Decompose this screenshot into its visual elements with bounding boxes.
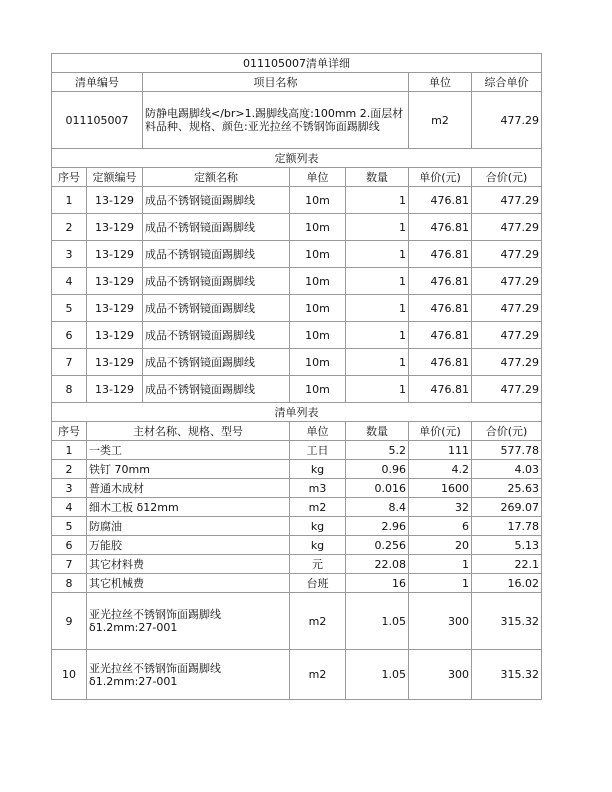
quota-name: 成品不锈钢镜面踢脚线 [143,187,290,214]
material-qty: 0.96 [346,460,409,479]
material-name: 细木工板 δ12mm [87,498,290,517]
quota-name: 成品不锈钢镜面踢脚线 [143,241,290,268]
quota-code: 13-129 [87,322,143,349]
material-unit: m3 [290,479,346,498]
quota-price: 476.81 [409,322,472,349]
quota-name: 成品不锈钢镜面踢脚线 [143,214,290,241]
quota-no: 4 [52,268,87,295]
material-unit: m2 [290,650,346,700]
material-qty: 5.2 [346,441,409,460]
quota-row [52,322,542,349]
quota-qty: 1 [346,322,409,349]
quota-qty: 1 [346,268,409,295]
bill-code-header: 清单编号 [52,73,143,92]
quota-unit: 10m [290,187,346,214]
quota-row [52,376,542,403]
quota-qty: 1 [346,241,409,268]
material-row [52,574,542,593]
quota-price: 476.81 [409,214,472,241]
bill-code: 011105007 [52,92,143,149]
material-unit: kg [290,517,346,536]
material-no: 7 [52,555,87,574]
quota-price: 476.81 [409,241,472,268]
material-unit: kg [290,460,346,479]
quota-code: 13-129 [87,268,143,295]
material-header-qty: 数量 [346,422,409,441]
material-qty: 22.08 [346,555,409,574]
quota-no: 1 [52,187,87,214]
material-row [52,555,542,574]
quota-code: 13-129 [87,349,143,376]
bill-price: 477.29 [472,92,542,149]
material-no: 8 [52,574,87,593]
quota-row [52,349,542,376]
material-price: 300 [409,650,472,700]
quota-row [52,187,542,214]
material-unit: 工日 [290,441,346,460]
quota-section-title: 定额列表 [52,149,542,168]
quota-total: 477.29 [472,268,542,295]
quota-name: 成品不锈钢镜面踢脚线 [143,349,290,376]
quota-qty: 1 [346,376,409,403]
quota-code: 13-129 [87,376,143,403]
quota-row [52,268,542,295]
quota-name: 成品不锈钢镜面踢脚线 [143,322,290,349]
material-total: 4.03 [472,460,542,479]
material-price: 32 [409,498,472,517]
material-name: 一类工 [87,441,290,460]
quota-qty: 1 [346,349,409,376]
material-no: 9 [52,593,87,650]
material-no: 10 [52,650,87,700]
quota-no: 7 [52,349,87,376]
material-section-title: 清单列表 [52,403,542,422]
material-no: 2 [52,460,87,479]
material-price: 1 [409,574,472,593]
material-total: 25.63 [472,479,542,498]
quota-total: 477.29 [472,322,542,349]
quota-total: 477.29 [472,376,542,403]
material-row [52,460,542,479]
material-total: 22.1 [472,555,542,574]
material-total: 315.32 [472,593,542,650]
material-header-row [52,422,542,441]
material-price: 4.2 [409,460,472,479]
quota-rows [52,187,542,403]
material-name: 防腐油 [87,517,290,536]
quota-total: 477.29 [472,295,542,322]
material-qty: 2.96 [346,517,409,536]
quota-code: 13-129 [87,214,143,241]
quota-unit: 10m [290,322,346,349]
bill-name: 防静电踢脚线</br>1.踢脚线高度:100mm 2.面层材料品种、规格、颜色:亚光拉丝不锈钢饰面踢脚线 [143,92,409,149]
quota-qty: 1 [346,295,409,322]
quota-name: 成品不锈钢镜面踢脚线 [143,295,290,322]
material-name: 其它材料费 [87,555,290,574]
material-row [52,479,542,498]
quota-row [52,295,542,322]
material-price: 20 [409,536,472,555]
quota-header-code: 定额编号 [87,168,143,187]
material-price: 300 [409,593,472,650]
bill-unit: m2 [409,92,472,149]
quota-price: 476.81 [409,376,472,403]
material-price: 1 [409,555,472,574]
material-name: 其它机械费 [87,574,290,593]
quota-no: 3 [52,241,87,268]
quota-unit: 10m [290,295,346,322]
quota-total: 477.29 [472,349,542,376]
material-row [52,517,542,536]
material-no: 3 [52,479,87,498]
material-qty: 1.05 [346,650,409,700]
quota-code: 13-129 [87,295,143,322]
material-qty: 0.256 [346,536,409,555]
quota-price: 476.81 [409,349,472,376]
material-row [52,650,542,700]
quota-unit: 10m [290,214,346,241]
material-header-total: 合价(元) [472,422,542,441]
bill-name-header: 项目名称 [143,73,409,92]
quota-header-name: 定额名称 [143,168,290,187]
material-row [52,593,542,650]
quota-total: 477.29 [472,214,542,241]
material-qty: 1.05 [346,593,409,650]
quota-header-no: 序号 [52,168,87,187]
material-qty: 8.4 [346,498,409,517]
quota-qty: 1 [346,187,409,214]
material-name: 铁钉 70mm [87,460,290,479]
quota-qty: 1 [346,214,409,241]
quota-no: 6 [52,322,87,349]
material-name: 万能胶 [87,536,290,555]
material-total: 269.07 [472,498,542,517]
material-qty: 0.016 [346,479,409,498]
quota-total: 477.29 [472,241,542,268]
quota-header-price: 单价(元) [409,168,472,187]
material-name: 亚光拉丝不锈钢饰面踢脚线 δ1.2mm:27-001 [87,650,290,700]
quota-name: 成品不锈钢镜面踢脚线 [143,376,290,403]
quota-unit: 10m [290,268,346,295]
material-row [52,441,542,460]
quota-no: 5 [52,295,87,322]
material-total: 5.13 [472,536,542,555]
material-price: 1600 [409,479,472,498]
material-total: 577.78 [472,441,542,460]
material-unit: 台班 [290,574,346,593]
material-no: 5 [52,517,87,536]
material-total: 315.32 [472,650,542,700]
material-total: 16.02 [472,574,542,593]
material-price: 111 [409,441,472,460]
quota-unit: 10m [290,349,346,376]
material-unit: 元 [290,555,346,574]
material-header-price: 单价(元) [409,422,472,441]
quota-code: 13-129 [87,241,143,268]
quota-total: 477.29 [472,187,542,214]
quota-code: 13-129 [87,187,143,214]
quota-header-unit: 单位 [290,168,346,187]
material-header-unit: 单位 [290,422,346,441]
material-no: 4 [52,498,87,517]
material-no: 1 [52,441,87,460]
quota-unit: 10m [290,376,346,403]
quota-no: 8 [52,376,87,403]
material-qty: 16 [346,574,409,593]
quota-row [52,214,542,241]
material-no: 6 [52,536,87,555]
material-unit: m2 [290,498,346,517]
bill-unit-header: 单位 [409,73,472,92]
material-header-no: 序号 [52,422,87,441]
quota-header-total: 合价(元) [472,168,542,187]
material-rows [52,441,542,700]
quota-header-row [52,168,542,187]
material-unit: m2 [290,593,346,650]
material-header-name: 主材名称、规格、型号 [87,422,290,441]
material-row [52,498,542,517]
material-row [52,536,542,555]
quota-header-qty: 数量 [346,168,409,187]
bill-detail-table [51,53,542,700]
quota-name: 成品不锈钢镜面踢脚线 [143,268,290,295]
quota-no: 2 [52,214,87,241]
quota-price: 476.81 [409,187,472,214]
quota-unit: 10m [290,241,346,268]
material-name: 亚光拉丝不锈钢饰面踢脚线 δ1.2mm:27-001 [87,593,290,650]
material-name: 普通木成材 [87,479,290,498]
quota-row [52,241,542,268]
material-price: 6 [409,517,472,536]
quota-price: 476.81 [409,268,472,295]
table-title: 011105007清单详细 [52,54,542,73]
bill-price-header: 综合单价 [472,73,542,92]
material-total: 17.78 [472,517,542,536]
quota-price: 476.81 [409,295,472,322]
material-unit: kg [290,536,346,555]
